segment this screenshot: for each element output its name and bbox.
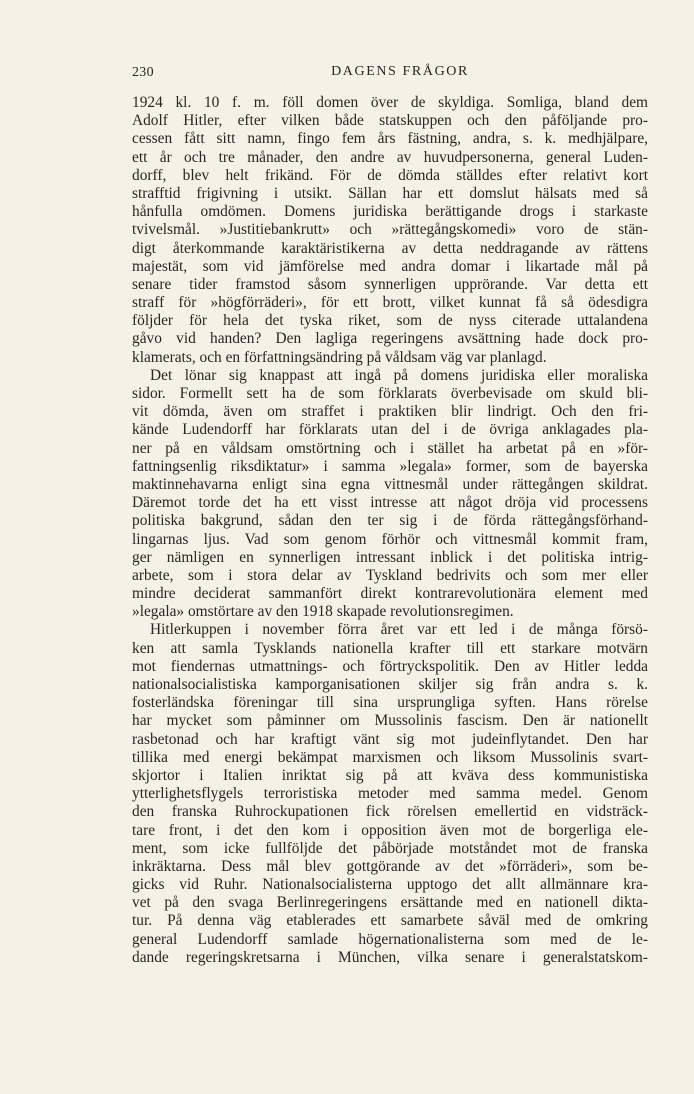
text-line: digt återkommande karaktäristikerna av detta neddragande av rättens bbox=[132, 239, 648, 257]
text-line: mot fiendernas utmattnings- och förtryckspolitik. Den av Hitler ledda bbox=[132, 657, 648, 675]
text-line: vet på den svaga Berlinregeringens ersättande med en nationell dikta- bbox=[132, 894, 648, 912]
text-line: ger nämligen en synnerligen intressant inblick i det politiska intrig- bbox=[132, 548, 648, 566]
text-line: tur. På denna väg etablerades ett samarbete såväl med de omkring bbox=[132, 912, 648, 930]
text-line: skjortor i Italien inriktat sig på att kväva dess kommunistiska bbox=[132, 766, 648, 784]
text-line: gåvo vid handen? Den lagliga regeringens avsättning hade dock pro- bbox=[132, 330, 648, 348]
text-line: mindre deciderat sammanfört direkt kontrarevolutionära element med bbox=[132, 585, 648, 603]
text-line: general Ludendorff samlade högernationalisterna som med de le- bbox=[132, 930, 648, 948]
text-line: fosterländska föreningar till sina ursprungliga syften. Hans rörelse bbox=[132, 694, 648, 712]
running-title: DAGENS FRÅGOR bbox=[331, 64, 469, 79]
text-line: majestät, som vid jämförelse med andra domar i likartade mål på bbox=[132, 257, 648, 275]
text-line: dorff, blev helt frikänd. För de dömda ställdes efter relativt kort bbox=[132, 166, 648, 184]
text-line: politiska bakgrund, sådan den ter sig i de förda rättegångsförhand- bbox=[132, 512, 648, 530]
text-line: »legala» omstörtare av den 1918 skapade revolutionsregimen. bbox=[132, 603, 514, 621]
text-line: nationalsocialistiska kamporganisationen skiljer sig från andra s. k. bbox=[132, 676, 648, 693]
text-line: Det lönar sig knappast att ingå på domens juridiska eller moraliska bbox=[150, 366, 648, 384]
text-line: den franska Ruhrockupationen fick rörelsen emellertid en vidsträck- bbox=[132, 803, 648, 821]
text-line: ment, som icke fullföljde det påbörjade motståndet mot de franska bbox=[132, 839, 648, 857]
text-line: tillika med energi bekämpat marxismen och liksom Mussolinis svart- bbox=[132, 748, 648, 766]
body-text bbox=[132, 94, 648, 967]
text-line: rasbetonad och har kraftigt vänt sig mot judeinflytandet. Den har bbox=[132, 730, 648, 748]
text-line: kände Ludendorff har förklarats utan del i de övriga anklagades pla- bbox=[132, 421, 648, 439]
text-line: Adolf Hitler, efter vilken både statskuppen och den påföljande pro- bbox=[132, 112, 648, 130]
text-line: arbete, som i stora delar av Tyskland bedrivits och som mer eller bbox=[132, 566, 648, 584]
text-line: följder för hela det tyska riket, som de nyss citerade uttalandena bbox=[132, 312, 648, 330]
text-line: ken att samla Tysklands nationella krafter till ett starkare motvärn bbox=[132, 639, 648, 657]
text-line: tvivelsmål. »Justitiebankrutt» och »rättegångskomedi» voro de stän- bbox=[132, 221, 648, 239]
text-line: maktinnehavarna enligt sina egna vittnesmål under rättegången skildrat. bbox=[132, 475, 648, 493]
text-line: straff för »högförräderi», för ett brott, vilket kunnat få så ödesdigra bbox=[132, 294, 648, 312]
text-line: fattningsenlig riksdiktatur» i samma »legala» former, som de bayerska bbox=[132, 457, 648, 475]
text-line: Däremot torde det ha ett visst intresse att något dröja vid processens bbox=[132, 494, 648, 512]
text-line: Hitlerkuppen i november förra året var ett led i de många försö- bbox=[150, 621, 648, 639]
text-line: hånfulla omdömen. Domens juridiska berättigande drogs i starkaste bbox=[132, 203, 648, 221]
text-line: inkräktarna. Dess mål blev gottgörande av det »förräderi», som be- bbox=[132, 857, 648, 875]
text-line: vit dömda, även om straffet i praktiken blir lindrigt. Och den fri- bbox=[132, 403, 648, 421]
text-line: har mycket som påminner om Mussolinis fascism. Den är nationellt bbox=[132, 712, 648, 730]
text-line: strafftid frigivning i utsikt. Sällan har ett domslut hälsats med så bbox=[132, 184, 648, 202]
page-number: 230 bbox=[132, 65, 154, 80]
text-line: 1924 kl. 10 f. m. föll domen över de skyldiga. Somliga, bland dem bbox=[132, 94, 648, 111]
text-line: ner på en våldsam omstörtning och i stället ha arbetat på en »för- bbox=[132, 439, 648, 457]
text-line: ytterlighetsflygels terroristiska metoder med samma medel. Genom bbox=[132, 785, 648, 803]
text-line: senare tider framstod såsom synnerligen upprörande. Var detta ett bbox=[132, 275, 648, 293]
text-line: ett år och tre månader, den andre av huvudpersonerna, general Luden- bbox=[132, 148, 648, 166]
text-line: dande regeringskretsarna i München, vilka senare i generalstatskom- bbox=[132, 948, 648, 966]
page-header bbox=[132, 62, 648, 86]
text-line: lingarnas ljus. Vad som genom förhör och vittnesmål kommit fram, bbox=[132, 530, 648, 548]
text-line: gicks vid Ruhr. Nationalsocialisterna upptogo det allt allmännare kra- bbox=[132, 876, 648, 894]
text-line: klamerats, och en författningsändring på våldsam väg var planlagd. bbox=[132, 348, 547, 366]
text-line: cessen fått sitt namn, fingo fem års fästning, andra, s. k. medhjälpare, bbox=[132, 130, 648, 148]
text-line: sidor. Formellt sett ha de som förklarats överbevisade om skuld bli- bbox=[132, 385, 648, 402]
text-line: tare front, i det den kom i opposition även mot de borgerliga ele- bbox=[132, 821, 648, 839]
